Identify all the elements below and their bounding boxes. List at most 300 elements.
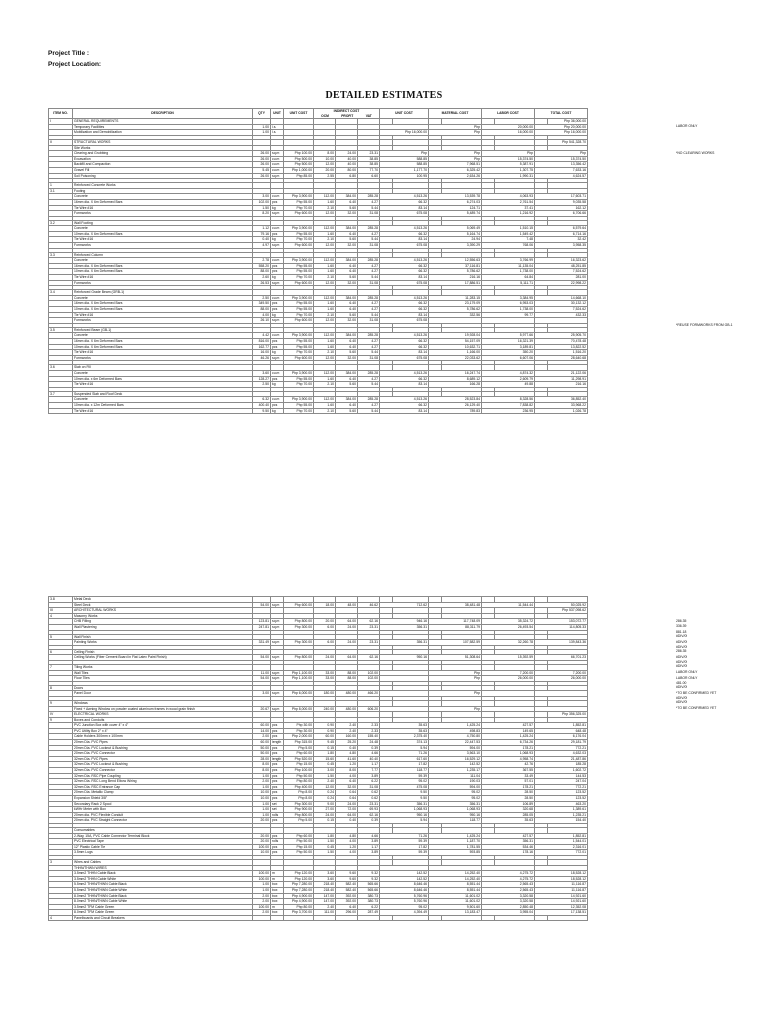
description-cell: Metal Deck (73, 597, 253, 603)
qty-cell: 331.49 (253, 640, 271, 646)
total-cost-cell: 15,374.50 (535, 156, 588, 162)
qty-cell: 50.00 (253, 751, 271, 757)
total-cost-cell: 28,640.68 (535, 355, 588, 361)
material-cost-cell: Php (429, 670, 482, 676)
material-cost-cell: 124.71 (429, 205, 482, 211)
labor-cost-cell: 99.77 (482, 312, 535, 318)
total-cost-cell: 2,316.01 (535, 844, 588, 850)
qty-cell: 100.00 (253, 844, 271, 850)
unit-cost-total-cell: 356.31 (380, 624, 429, 630)
labor-cost-cell: 57.01 (482, 779, 535, 785)
description-cell: Site Works (73, 145, 253, 151)
labor-cost-cell: 1,425.24 (482, 734, 535, 740)
description-cell: 10mm dia. x 12m Deformed Bars (73, 402, 253, 408)
vat-cell: 285.28 (358, 295, 380, 301)
unit-cell: pcs (271, 263, 284, 269)
labor-cost-cell: 11,135.04 (482, 263, 535, 269)
labor-cost-cell: 3,955.04 (482, 910, 535, 916)
profit-cell: 64.00 (336, 655, 358, 661)
qty-cell: 5.45 (253, 167, 271, 173)
empty-cell (358, 915, 380, 921)
unit-cell: pcs (271, 728, 284, 734)
unit-cost-cell: Php 2,000.00 (284, 734, 314, 740)
description-cell: Temporary Facilities (73, 124, 253, 130)
unit-cost-cell: Php 600.00 (284, 318, 314, 324)
unit-cell: kg (271, 312, 284, 318)
unit-cell: pcs (271, 850, 284, 856)
vat-cell: 285.28 (358, 194, 380, 200)
profit-cell: 0.40 (336, 818, 358, 824)
unit-cost-total-cell: 4,513.26 (380, 397, 429, 403)
vat-cell: 380.73 (358, 893, 380, 899)
profit-cell: 480.00 (336, 691, 358, 697)
labor-cost-cell: 1,990.31 (482, 173, 535, 179)
total-cost-cell: 70,478.48 (535, 338, 588, 344)
total-cost-cell: 153,072.77 (535, 619, 588, 625)
ocm-cell: 3.60 (314, 876, 336, 882)
unit-cell: pcs (271, 723, 284, 729)
profit-cell: 4.00 (336, 839, 358, 845)
unit-cost-total-cell: 9.50 (380, 790, 429, 796)
labor-cost-cell: 1,510.15 (482, 226, 535, 232)
description-cell: Concrete (73, 370, 253, 376)
side-note: #DIV/0! (676, 685, 688, 690)
description-cell: Reinforced Grade Beam (GRB-1) (73, 290, 253, 296)
total-cost-cell: 14,921.60 (535, 893, 588, 899)
ocm-cell: 112.00 (314, 333, 336, 339)
total-cost-cell: 66,701.23 (535, 655, 588, 661)
qty-cell: 123.81 (253, 619, 271, 625)
unit-cost-total-cell: 5.94 (380, 818, 429, 824)
total-cost-cell: 185.28 (535, 762, 588, 768)
description-cell: Suspended Slab and Roof Deck (73, 391, 253, 397)
description-cell: 3.5mm Lugs (73, 850, 253, 856)
unit-cost-total-cell: 1,068.93 (380, 807, 429, 813)
description-cell: 16mm dia. X 6m Deformed Bars (73, 338, 253, 344)
vat-cell: 46.62 (358, 602, 380, 608)
unit-cell: pcs (271, 199, 284, 205)
material-cost-cell: 11,601.02 (429, 899, 482, 905)
labor-cost-cell: 1,068.93 (482, 751, 535, 757)
unit-cell: pcs (271, 833, 284, 839)
side-note: LABOR ONLY (676, 670, 698, 675)
qty-cell: 2.60 (253, 275, 271, 281)
total-cost-cell: 139,843.36 (535, 640, 588, 646)
total-cost-cell: 33,968.22 (535, 402, 588, 408)
unit-cost-total-cell: 5,760.96 (380, 893, 429, 899)
unit-cell: kg (271, 237, 284, 243)
unit-cost-cell: Php 8.00 (284, 790, 314, 796)
qty-cell: 20.67 (253, 706, 271, 712)
profit-cell: 0.40 (336, 745, 358, 751)
vat-cell: 40.40 (358, 756, 380, 762)
ocm-cell: 1.50 (314, 839, 336, 845)
item-no-cell: I (49, 119, 73, 125)
qty-cell: 4.00 (253, 312, 271, 318)
vat-cell: 285.28 (358, 370, 380, 376)
labor-cost-cell: 5,111.71 (482, 280, 535, 286)
description-cell: 20mm dia. PVC Straight Connector (73, 818, 253, 824)
unit-cost-cell: Php 55.00 (284, 301, 314, 307)
unit-cost-cell: Php 520.00 (284, 756, 314, 762)
vat-cell: 4.27 (358, 263, 380, 269)
description-cell: 8.0mm2 TFM Cable Green (73, 910, 253, 916)
profit-cell: 41.60 (336, 756, 358, 762)
description-cell: Secondary Rack 2 Spool (73, 801, 253, 807)
profit-cell: 64.00 (336, 619, 358, 625)
ocm-cell: 2.10 (314, 350, 336, 356)
unit-cost-total-cell: 374.13 (380, 740, 429, 746)
unit-cost-cell: Php 85.00 (284, 173, 314, 179)
ocm-cell: 218.40 (314, 887, 336, 893)
description-cell: 5.5mm2 THHN/THWN Cable White (73, 887, 253, 893)
ocm-cell: 2.40 (314, 904, 336, 910)
material-cost-cell: 26,129.40 (429, 402, 482, 408)
total-cost-cell: 4,624.57 (535, 173, 588, 179)
item-no-cell: 3.1 (49, 188, 73, 194)
unit-cell: pcs (271, 796, 284, 802)
description-cell: 12" Plastic Cable Tie (73, 844, 253, 850)
material-cost-cell: 95.02 (429, 790, 482, 796)
unit-cost-cell: Php 3,700.00 (284, 910, 314, 916)
unit-cost-total-cell: 4,513.26 (380, 370, 429, 376)
unit-cost-total-cell: 59.39 (380, 839, 429, 845)
material-cost-cell: Php (429, 124, 482, 130)
unit-cost-total-cell: 66.32 (380, 231, 429, 237)
profit-cell: 8.00 (336, 768, 358, 774)
material-cost-cell: 10,632.71 (429, 344, 482, 350)
unit-cost-total-cell: 71.26 (380, 751, 429, 757)
total-cost-cell: 18,528.12 (535, 876, 588, 882)
vat-cell: 0.62 (358, 796, 380, 802)
unit-cost-cell: Php 3,900.00 (284, 226, 314, 232)
qty-cell: 11.00 (253, 670, 271, 676)
qty-cell: 20.00 (253, 818, 271, 824)
labor-cost-cell: 2,565.43 (482, 882, 535, 888)
labor-cost-cell: 178.21 (482, 745, 535, 751)
unit-cell: cu.m (271, 333, 284, 339)
description-cell: 3.5mm2 THHN Cable Black (73, 871, 253, 877)
profit-cell: 6.40 (336, 904, 358, 910)
ocm-cell: 2.10 (314, 312, 336, 318)
qty-cell: 50.00 (253, 745, 271, 751)
unit-cost-cell: Php 315.00 (284, 740, 314, 746)
unit-cell: sq.m (271, 602, 284, 608)
ocm-cell: 0.45 (314, 762, 336, 768)
description-cell: Clearing and Grubbing (73, 151, 253, 157)
unit-cell: cu.m (271, 258, 284, 264)
item-no-cell: 3.3 (49, 252, 73, 258)
labor-cost-cell: 35,324.72 (482, 619, 535, 625)
material-cost-cell: 1,166.00 (429, 350, 482, 356)
unit-cost-cell: Php 1,100.00 (284, 676, 314, 682)
labor-cost-cell: 4,874.32 (482, 370, 535, 376)
unit-cell: pcs (271, 773, 284, 779)
unit-cost-total-cell: 142.52 (380, 876, 429, 882)
profit-cell: 32.00 (336, 318, 358, 324)
unit-cell: cu.m (271, 156, 284, 162)
qty-cell: 162.77 (253, 344, 271, 350)
total-cost-cell: 13,822.52 (535, 344, 588, 350)
empty-cell (442, 915, 482, 921)
unit-cell: pcs (271, 844, 284, 850)
qty-cell: 1.00 (253, 887, 271, 893)
unit-cell: length (271, 756, 284, 762)
unit-cell: sq.m (271, 691, 284, 697)
unit-cost-cell: Php 6,000.00 (284, 691, 314, 697)
col-ocm: OCM (321, 113, 329, 118)
unit-cost-cell: Php 120.00 (284, 876, 314, 882)
ocm-cell: 240.00 (314, 706, 336, 712)
unit-cost-total-cell: 4,513.26 (380, 194, 429, 200)
labor-cost-cell: 367.55 (482, 768, 535, 774)
qty-cell: 4.97 (253, 243, 271, 249)
labor-cost-cell: 15,392.59 (482, 655, 535, 661)
unit-cell: pcs (271, 768, 284, 774)
ocm-cell: 1.60 (314, 344, 336, 350)
unit-cost-cell: Php 3,900.00 (284, 295, 314, 301)
description-cell: Tie Wire #16 (73, 382, 253, 388)
unit-cell: set (271, 807, 284, 813)
description-cell: Reinforced Concrete Works (73, 183, 253, 189)
profit-cell: 88.00 (336, 670, 358, 676)
side-note: #DIV/0! (676, 634, 688, 639)
vat-cell: 4.27 (358, 376, 380, 382)
material-cost-cell: 117,748.09 (429, 619, 482, 625)
profit-cell: 6.40 (336, 376, 358, 382)
total-cost-cell: 14,668.10 (535, 295, 588, 301)
material-cost-cell: 1,781.55 (429, 844, 482, 850)
item-no-cell: 3 (49, 859, 73, 865)
vat-cell: 285.28 (358, 226, 380, 232)
ocm-cell: 112.00 (314, 397, 336, 403)
unit-cell: sq.m (271, 211, 284, 217)
labor-cost-cell: 320.68 (482, 807, 535, 813)
ocm-cell: 0.24 (314, 790, 336, 796)
profit-cell: 6.40 (336, 779, 358, 785)
vat-cell: 380.73 (358, 899, 380, 905)
unit-cell: pcs (271, 818, 284, 824)
total-cost-cell: 7,524.62 (535, 269, 588, 275)
total-cost-cell: 11,116.87 (535, 887, 588, 893)
unit-cost-cell: Php 500.00 (284, 162, 314, 168)
empty-cell (253, 915, 271, 921)
unit-cost-cell: Php 55.00 (284, 344, 314, 350)
material-cost-cell: 14,252.40 (429, 871, 482, 877)
project-location-label: Project Location: (48, 61, 102, 68)
total-cost-cell: 32.42 (535, 237, 588, 243)
description-cell: Concrete (73, 397, 253, 403)
qty-cell: 8.00 (253, 768, 271, 774)
description-cell: Ceiling Works (Fiber Cement Board in Flat Latex Paint Finish) (73, 655, 253, 661)
ocm-cell: 112.00 (314, 194, 336, 200)
description-cell: 3.5mm2 TFM Cable Green (73, 904, 253, 910)
material-cost-cell: 23,179.09 (429, 301, 482, 307)
profit-cell: 5.60 (336, 408, 358, 414)
item-no-cell: 3.2 (49, 220, 73, 226)
labor-cost-cell: 427.57 (482, 833, 535, 839)
total-cost-cell: 1,026.78 (535, 408, 588, 414)
side-note: 336.39 (676, 624, 687, 629)
description-cell: Gravel Fill (73, 167, 253, 173)
vat-cell: 565.66 (358, 887, 380, 893)
unit-cell: cu.m (271, 167, 284, 173)
material-cost-cell: 13,183.47 (429, 910, 482, 916)
profit-cell: 32.00 (336, 280, 358, 286)
material-cost-cell: 118.77 (429, 818, 482, 824)
labor-cost-cell: 8,328.56 (482, 397, 535, 403)
unit-cost-total-cell: 946.16 (380, 619, 429, 625)
ocm-cell: 12.00 (314, 211, 336, 217)
empty-cell (429, 915, 442, 921)
qty-cell: 46.26 (253, 355, 271, 361)
material-cost-cell: 1,425.24 (429, 723, 482, 729)
labor-cost-cell: 1,738.00 (482, 269, 535, 275)
unit-cost-cell: Php 60.00 (284, 751, 314, 757)
ocm-cell: 2.10 (314, 382, 336, 388)
unit-cost-total-cell: 83.14 (380, 237, 429, 243)
estimate-rows-top (49, 119, 588, 414)
description-cell: 16mm dia. X 6m Deformed Bars (73, 301, 253, 307)
material-cost-cell: 14,252.40 (429, 876, 482, 882)
description-cell: Formworks (73, 243, 253, 249)
ocm-cell: 1.60 (314, 263, 336, 269)
labor-cost-cell: 2,850.48 (482, 904, 535, 910)
unit-cost-cell: Php 70.00 (284, 237, 314, 243)
qty-cell: 2.00 (253, 893, 271, 899)
total-cost-cell: 17,138.51 (535, 910, 588, 916)
unit-cell: pcs (271, 376, 284, 382)
unit-cost-cell: Php 55.00 (284, 307, 314, 313)
col-material-cost: MATERIAL COST (429, 109, 482, 119)
profit-cell: 24.00 (336, 640, 358, 646)
description-cell: 2-Way, 15A, PVC Cable Connector Terminal Block (73, 833, 253, 839)
profit-cell: 296.00 (336, 910, 358, 916)
unit-cost-cell: Php 60.00 (284, 833, 314, 839)
unit-cost-total-cell: 712.62 (380, 602, 429, 608)
profit-cell: 5.60 (336, 312, 358, 318)
col-unit-cost-2: UNIT COST (380, 109, 429, 119)
profit-cell: 0.64 (336, 790, 358, 796)
labor-cost-cell: 26,493.54 (482, 624, 535, 630)
profit-cell: 384.00 (336, 397, 358, 403)
qty-cell: 10.00 (253, 790, 271, 796)
material-cost-cell: 1,187.70 (429, 839, 482, 845)
qty-cell: 26.00 (253, 151, 271, 157)
unit-cost-total-cell: Php (380, 151, 429, 157)
profit-cell: 32.00 (336, 211, 358, 217)
profit-cell: 24.00 (336, 624, 358, 630)
unit-cost-total-cell: 95.02 (380, 779, 429, 785)
unit-cell: pcs (271, 784, 284, 790)
description-cell: 32mm Dia. PVC Connector (73, 768, 253, 774)
unit-cost-cell: Php 8.00 (284, 796, 314, 802)
unit-cell: pcs (271, 779, 284, 785)
description-cell: Excavation (73, 156, 253, 162)
vat-cell: 4.27 (358, 269, 380, 275)
vat-cell: 5.44 (358, 312, 380, 318)
unit-cost-total-cell: 35.63 (380, 723, 429, 729)
unit-cell: cu.m (271, 397, 284, 403)
vat-cell: 31.08 (358, 784, 380, 790)
profit-cell: 384.00 (336, 258, 358, 264)
description-cell: Boxes and Conduits (73, 717, 253, 723)
qty-cell: 26.10 (253, 318, 271, 324)
col-item-no: ITEM NO. (49, 109, 73, 119)
item-no-cell: 3.8 (49, 597, 73, 603)
side-note: #DIV/0! (676, 700, 688, 705)
col-unit: UNIT (271, 109, 284, 119)
total-cost-cell: 772.21 (535, 745, 588, 751)
unit-cost-total-cell: 675.08 (380, 318, 429, 324)
vat-cell: 0.39 (358, 745, 380, 751)
description-cell: Wall Footing (73, 220, 253, 226)
labor-cost-cell: 768.06 (482, 243, 535, 249)
side-note: LABOR ONLY (676, 124, 698, 129)
unit-cost-cell: Php 1,000.00 (284, 167, 314, 173)
description-cell: 5.5mm2 THHN/THWN Cable Black (73, 882, 253, 888)
total-cost-cell: 123.52 (535, 796, 588, 802)
unit-cell: sq.m (271, 676, 284, 682)
description-cell: 32mm Dia. PVC Locknut & Bushing (73, 762, 253, 768)
unit-cost-cell: Php 600.00 (284, 243, 314, 249)
section-total-cell: Php 541,328.70 (548, 139, 588, 145)
ocm-cell: 24.00 (314, 655, 336, 661)
unit-cost-total-cell: 17.82 (380, 762, 429, 768)
profit-cell: 384.00 (336, 333, 358, 339)
description-cell: Soil Poisoning (73, 173, 253, 179)
labor-cost-cell: 1,738.00 (482, 307, 535, 313)
ocm-cell: 1.60 (314, 301, 336, 307)
labor-cost-cell: 356.31 (482, 839, 535, 845)
material-cost-cell: 38,481.48 (429, 602, 482, 608)
vat-cell: 2.33 (358, 723, 380, 729)
unit-cost-cell: Php 1,100.00 (284, 670, 314, 676)
unit-cost-total-cell: 950.16 (380, 812, 429, 818)
vat-cell: 466.20 (358, 691, 380, 697)
description-cell: Doors (73, 685, 253, 691)
total-cost-cell: 772.01 (535, 850, 588, 856)
qty-cell: 1.50 (253, 205, 271, 211)
description-cell: Wires and Cables (73, 859, 253, 865)
unit-cost-cell: Php 30.00 (284, 728, 314, 734)
labor-cost-cell: 6,734.26 (482, 740, 535, 746)
labor-cost-cell: 2,565.43 (482, 887, 535, 893)
description-cell: PVC Junction Box with cover 4" x 4" (73, 723, 253, 729)
unit-cost-cell: Php 3,900.00 (284, 397, 314, 403)
profit-cell: 64.00 (336, 812, 358, 818)
unit-cost-total-cell: 66.32 (380, 402, 429, 408)
unit-cell: kg (271, 350, 284, 356)
material-cost-cell: 2,634.26 (429, 173, 482, 179)
description-cell: 20mm Dia. Metallic Clamp (73, 790, 253, 796)
item-no-cell: 3.6 (49, 365, 73, 371)
vat-cell: 31.08 (358, 355, 380, 361)
line-item-row (49, 408, 588, 414)
labor-cost-cell: 28.50 (482, 790, 535, 796)
unit-cost-total-cell: 59.39 (380, 850, 429, 856)
qty-cell: 2.00 (253, 734, 271, 740)
vat-cell: 6.22 (358, 904, 380, 910)
description-cell: Concrete (73, 258, 253, 264)
qty-cell: 14.00 (253, 728, 271, 734)
empty-cell (380, 915, 393, 921)
profit-cell: 160.00 (336, 734, 358, 740)
total-cost-cell: 1,852.81 (535, 723, 588, 729)
vat-cell: 0.62 (358, 790, 380, 796)
description-cell: 8.0mm2 THHN/THWN Cable Black (73, 893, 253, 899)
material-cost-cell: Php (429, 706, 482, 712)
